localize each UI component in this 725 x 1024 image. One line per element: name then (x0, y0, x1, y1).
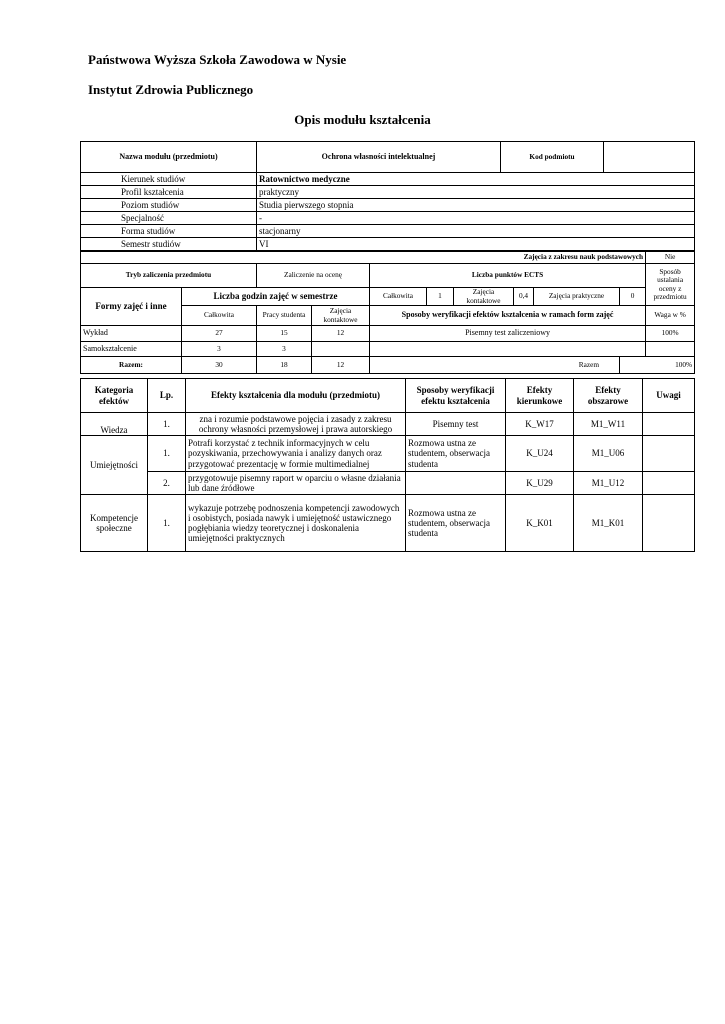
weight-label: Waga w % (646, 306, 695, 326)
form-contact: 12 (312, 326, 370, 342)
forms-table (80, 251, 695, 374)
document-title: Opis modułu kształcenia (294, 112, 431, 127)
effect-lp: 1. (148, 413, 186, 436)
table-row (81, 495, 695, 552)
effect-lp: 1. (148, 495, 186, 552)
effect-notes (643, 495, 695, 552)
effects-table (80, 378, 695, 552)
ects-total-value: 1 (427, 288, 454, 306)
table-row (81, 342, 695, 357)
effect-lp: 1. (148, 436, 186, 472)
institute-name: Instytut Zdrowia Publicznego (88, 82, 254, 97)
info-value: - (257, 212, 695, 225)
table-row (81, 413, 695, 436)
effects-header-dir: Efekty kierunkowe (506, 379, 574, 413)
form-weight (646, 342, 695, 357)
hours-label: Liczba godzin zajęć w semestrze (182, 288, 370, 306)
ects-practical-label: Zajęcia praktyczne (534, 288, 620, 306)
info-value: praktyczny (257, 186, 695, 199)
category-kompetencje: Kompetencje społeczne (81, 495, 148, 552)
effects-header-lp: Lp. (148, 379, 186, 413)
verification-label: Sposoby weryfikacji efektów kształcenia w ramach form zajęć (370, 306, 646, 326)
effect-method: Rozmowa ustna ze studentem, obserwacja studenta (406, 495, 506, 552)
form-weight: 100% (646, 326, 695, 342)
effect-method: Rozmowa ustna ze studentem, obserwacja studenta (406, 436, 506, 472)
effect-method (406, 472, 506, 495)
effect-text: wykazuje potrzebę podnoszenia kompetencji zawodowych i osobistych, posiada nawyk i umiejętność ustawicznego pogłębiania wiedzy teoretycznej i doskonalenia umiejętności praktycznych (186, 495, 406, 552)
form-verification: Pisemny test zaliczeniowy (370, 326, 646, 342)
effect-text: Potrafi korzystać z technik informacyjnych w celu pozyskiwania, przechowywania i analizy danych oraz przygotować prezentację w formie multimedialnej (186, 436, 406, 472)
totals-weight: 100% (620, 357, 695, 374)
assessment-mode-value: Zaliczenie na ocenę (257, 264, 370, 288)
col-total-label: Całkowita (182, 306, 257, 326)
info-value: stacjonarny (257, 225, 695, 238)
effect-area: M1_K01 (574, 495, 643, 552)
effect-notes (643, 436, 695, 472)
info-row (81, 225, 695, 238)
totals-student: 18 (257, 357, 312, 374)
assessment-method-label: Sposób ustalania oceny z przedmiotu (646, 264, 695, 306)
totals-contact: 12 (312, 357, 370, 374)
effect-text: zna i rozumie podstawowe pojęcia i zasady z zakresu ochrony własności przemysłowej i prawa autorskiego (186, 413, 406, 436)
table-row (81, 472, 695, 495)
info-row (81, 186, 695, 199)
info-value: VI (257, 238, 695, 251)
info-row (81, 238, 695, 251)
form-verification (370, 342, 646, 357)
form-name: Wykład (81, 326, 182, 342)
module-code-label: Kod podmiotu (501, 142, 604, 173)
effect-area: M1_W11 (574, 413, 643, 436)
ects-label: Liczba punktów ECTS (370, 264, 646, 288)
form-name: Samokształcenie (81, 342, 182, 357)
effect-area: M1_U12 (574, 472, 643, 495)
form-total: 27 (182, 326, 257, 342)
module-name-value: Ochrona własności intelektualnej (257, 142, 501, 173)
totals-row (81, 357, 695, 374)
info-label: Specjalność (81, 212, 257, 225)
effect-text: przygotowuje pisemny raport w oparciu o własne działania lub dane źródłowe (186, 472, 406, 495)
ects-contact-value: 0,4 (514, 288, 534, 306)
effect-notes (643, 413, 695, 436)
info-label: Forma studiów (81, 225, 257, 238)
table-row (81, 436, 695, 472)
effects-header-effects: Efekty kształcenia dla modułu (przedmiotu) (186, 379, 406, 413)
basic-sciences-value: Nie (646, 252, 695, 264)
effect-lp: 2. (148, 472, 186, 495)
form-contact (312, 342, 370, 357)
table-row (81, 326, 695, 342)
info-value: Ratownictwo medyczne (257, 173, 695, 186)
effect-area: M1_U06 (574, 436, 643, 472)
basic-sciences-label: Zajęcia z zakresu nauk podstawowych (81, 252, 646, 264)
col-contact-label: Zajęcia kontaktowe (312, 306, 370, 326)
col-student-label: Pracy studenta (257, 306, 312, 326)
form-student: 15 (257, 326, 312, 342)
info-value: Studia pierwszego stopnia (257, 199, 695, 212)
module-name-table (80, 141, 695, 173)
category-umiejetnosci: Umiejętności (81, 436, 148, 495)
info-row (81, 212, 695, 225)
module-code-value (604, 142, 695, 173)
module-info-table (80, 172, 695, 251)
effects-header-area: Efekty obszarowe (574, 379, 643, 413)
module-name-label: Nazwa modułu (przedmiotu) (81, 142, 257, 173)
effects-header-methods: Sposoby weryfikacji efektu kształcenia (406, 379, 506, 413)
effect-method: Pisemny test (406, 413, 506, 436)
totals-label: Razem: (81, 357, 182, 374)
effects-header-notes: Uwagi (643, 379, 695, 413)
effect-dir: K_U29 (506, 472, 574, 495)
category-wiedza: Wiedza (81, 413, 148, 436)
info-row (81, 173, 695, 186)
info-label: Kierunek studiów (81, 173, 257, 186)
form-total: 3 (182, 342, 257, 357)
forms-label: Formy zajęć i inne (81, 288, 182, 326)
totals-total: 30 (182, 357, 257, 374)
effect-dir: K_W17 (506, 413, 574, 436)
effect-dir: K_U24 (506, 436, 574, 472)
assessment-mode-label: Tryb zaliczenia przedmiotu (81, 264, 257, 288)
school-name: Państwowa Wyższa Szkoła Zawodowa w Nysie (88, 52, 347, 67)
ects-contact-label: Zajęcia kontaktowe (454, 288, 514, 306)
ects-total-label: Całkowita (370, 288, 427, 306)
ects-practical-value: 0 (620, 288, 646, 306)
info-label: Poziom studiów (81, 199, 257, 212)
totals-razem-label: Razem (370, 357, 620, 374)
info-label: Semestr studiów (81, 238, 257, 251)
effects-header-category: Kategoria efektów (81, 379, 148, 413)
form-student: 3 (257, 342, 312, 357)
effect-notes (643, 472, 695, 495)
info-label: Profil kształcenia (81, 186, 257, 199)
info-row (81, 199, 695, 212)
effect-dir: K_K01 (506, 495, 574, 552)
